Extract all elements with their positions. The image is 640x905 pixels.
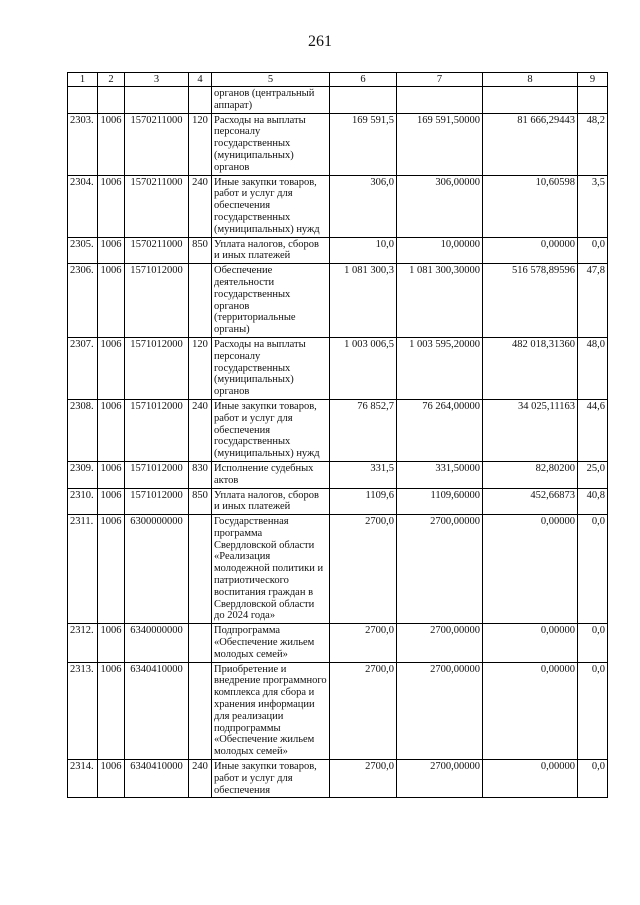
description-cell: Иные закупки товаров, работ и услуг для обеспечения	[212, 760, 330, 798]
specified-amount-cell: 1109,60000	[397, 488, 483, 515]
approved-amount-cell: 169 591,5	[330, 113, 397, 175]
expense-type-cell: 240	[189, 399, 212, 461]
expense-type-cell: 240	[189, 175, 212, 237]
description-cell: Государственная программа Свердловской области «Реализация молодежной политики и патриотического воспитания граждан в Свердловской области до 2024 года»	[212, 515, 330, 624]
expense-type-cell	[189, 264, 212, 338]
table-row	[68, 337, 608, 399]
table-row	[68, 399, 608, 461]
section-code-cell: 1006	[98, 264, 125, 338]
percent-cell: 3,5	[578, 175, 608, 237]
column-header: 2	[98, 73, 125, 87]
executed-amount-cell: 81 666,29443	[483, 113, 578, 175]
target-article-cell: 1571012000	[125, 264, 189, 338]
section-code-cell	[98, 87, 125, 114]
percent-cell: 44,6	[578, 399, 608, 461]
section-code-cell: 1006	[98, 399, 125, 461]
target-article-cell: 6340000000	[125, 624, 189, 662]
specified-amount-cell: 2700,00000	[397, 515, 483, 624]
expense-type-cell: 850	[189, 237, 212, 264]
column-header: 7	[397, 73, 483, 87]
budget-table	[67, 72, 608, 798]
section-code-cell: 1006	[98, 461, 125, 488]
table-body	[68, 73, 608, 798]
percent-cell	[578, 87, 608, 114]
expense-type-cell: 830	[189, 461, 212, 488]
target-article-cell: 1571012000	[125, 488, 189, 515]
row-number-cell: 2305.	[68, 237, 98, 264]
specified-amount-cell	[397, 87, 483, 114]
percent-cell: 48,2	[578, 113, 608, 175]
percent-cell: 47,8	[578, 264, 608, 338]
percent-cell: 0,0	[578, 237, 608, 264]
target-article-cell: 6340410000	[125, 760, 189, 798]
target-article-cell	[125, 87, 189, 114]
target-article-cell: 1571012000	[125, 399, 189, 461]
table-row	[68, 760, 608, 798]
description-cell: Иные закупки товаров, работ и услуг для обеспечения государственных (муниципальных) нужд	[212, 175, 330, 237]
section-code-cell: 1006	[98, 488, 125, 515]
section-code-cell: 1006	[98, 624, 125, 662]
table-row	[68, 662, 608, 759]
description-cell: Обеспечение деятельности государственных органов (территориальные органы)	[212, 264, 330, 338]
percent-cell: 48,0	[578, 337, 608, 399]
approved-amount-cell: 306,0	[330, 175, 397, 237]
table-row	[68, 237, 608, 264]
description-cell: Подпрограмма «Обеспечение жильем молодых семей»	[212, 624, 330, 662]
table-row	[68, 624, 608, 662]
table-row	[68, 87, 608, 114]
executed-amount-cell: 482 018,31360	[483, 337, 578, 399]
section-code-cell: 1006	[98, 760, 125, 798]
percent-cell: 25,0	[578, 461, 608, 488]
approved-amount-cell: 10,0	[330, 237, 397, 264]
description-cell: Иные закупки товаров, работ и услуг для обеспечения государственных (муниципальных) нужд	[212, 399, 330, 461]
executed-amount-cell	[483, 87, 578, 114]
executed-amount-cell: 0,00000	[483, 237, 578, 264]
executed-amount-cell: 452,66873	[483, 488, 578, 515]
target-article-cell: 1571012000	[125, 461, 189, 488]
table-row	[68, 175, 608, 237]
section-code-cell: 1006	[98, 337, 125, 399]
executed-amount-cell: 10,60598	[483, 175, 578, 237]
approved-amount-cell: 2700,0	[330, 662, 397, 759]
row-number-cell: 2306.	[68, 264, 98, 338]
expense-type-cell: 240	[189, 760, 212, 798]
percent-cell: 0,0	[578, 515, 608, 624]
column-header: 8	[483, 73, 578, 87]
section-code-cell: 1006	[98, 113, 125, 175]
column-header: 5	[212, 73, 330, 87]
approved-amount-cell: 76 852,7	[330, 399, 397, 461]
row-number-cell: 2303.	[68, 113, 98, 175]
row-number-cell: 2311.	[68, 515, 98, 624]
row-number-cell: 2307.	[68, 337, 98, 399]
specified-amount-cell: 331,50000	[397, 461, 483, 488]
row-number-cell: 2310.	[68, 488, 98, 515]
specified-amount-cell: 10,00000	[397, 237, 483, 264]
expense-type-cell	[189, 515, 212, 624]
target-article-cell: 1570211000	[125, 113, 189, 175]
target-article-cell: 1571012000	[125, 337, 189, 399]
table-row	[68, 113, 608, 175]
approved-amount-cell: 1 003 006,5	[330, 337, 397, 399]
percent-cell: 40,8	[578, 488, 608, 515]
table-row	[68, 515, 608, 624]
table-row	[68, 264, 608, 338]
row-number-cell: 2308.	[68, 399, 98, 461]
row-number-cell: 2304.	[68, 175, 98, 237]
target-article-cell: 6300000000	[125, 515, 189, 624]
expense-type-cell: 850	[189, 488, 212, 515]
specified-amount-cell: 2700,00000	[397, 662, 483, 759]
percent-cell: 0,0	[578, 760, 608, 798]
section-code-cell: 1006	[98, 175, 125, 237]
description-cell: Расходы на выплаты персоналу государственных (муниципальных) органов	[212, 337, 330, 399]
expense-type-cell	[189, 662, 212, 759]
target-article-cell: 1570211000	[125, 237, 189, 264]
target-article-cell: 6340410000	[125, 662, 189, 759]
approved-amount-cell: 2700,0	[330, 624, 397, 662]
approved-amount-cell: 331,5	[330, 461, 397, 488]
executed-amount-cell: 0,00000	[483, 624, 578, 662]
description-cell: Расходы на выплаты персоналу государственных (муниципальных) органов	[212, 113, 330, 175]
column-header: 6	[330, 73, 397, 87]
executed-amount-cell: 0,00000	[483, 760, 578, 798]
approved-amount-cell: 2700,0	[330, 515, 397, 624]
specified-amount-cell: 1 003 595,20000	[397, 337, 483, 399]
description-cell: органов (центральный аппарат)	[212, 87, 330, 114]
approved-amount-cell: 1109,6	[330, 488, 397, 515]
approved-amount-cell: 2700,0	[330, 760, 397, 798]
expense-type-cell: 120	[189, 337, 212, 399]
specified-amount-cell: 76 264,00000	[397, 399, 483, 461]
percent-cell: 0,0	[578, 662, 608, 759]
description-cell: Приобретение и внедрение программного комплекса для сбора и хранения информации для реализации подпрограммы «Обеспечение жильем молодых семей»	[212, 662, 330, 759]
description-cell: Исполнение судебных актов	[212, 461, 330, 488]
row-number-cell: 2309.	[68, 461, 98, 488]
expense-type-cell: 120	[189, 113, 212, 175]
approved-amount-cell: 1 081 300,3	[330, 264, 397, 338]
percent-cell: 0,0	[578, 624, 608, 662]
description-cell: Уплата налогов, сборов и иных платежей	[212, 237, 330, 264]
page-number: 261	[308, 33, 332, 50]
column-header: 3	[125, 73, 189, 87]
expense-type-cell	[189, 87, 212, 114]
row-number-cell: 2312.	[68, 624, 98, 662]
expense-type-cell	[189, 624, 212, 662]
table-row	[68, 461, 608, 488]
executed-amount-cell: 0,00000	[483, 662, 578, 759]
row-number-cell: 2314.	[68, 760, 98, 798]
specified-amount-cell: 2700,00000	[397, 760, 483, 798]
specified-amount-cell: 2700,00000	[397, 624, 483, 662]
target-article-cell: 1570211000	[125, 175, 189, 237]
specified-amount-cell: 1 081 300,30000	[397, 264, 483, 338]
row-number-cell	[68, 87, 98, 114]
executed-amount-cell: 0,00000	[483, 515, 578, 624]
section-code-cell: 1006	[98, 662, 125, 759]
executed-amount-cell: 82,80200	[483, 461, 578, 488]
section-code-cell: 1006	[98, 515, 125, 624]
executed-amount-cell: 516 578,89596	[483, 264, 578, 338]
approved-amount-cell	[330, 87, 397, 114]
section-code-cell: 1006	[98, 237, 125, 264]
description-cell: Уплата налогов, сборов и иных платежей	[212, 488, 330, 515]
specified-amount-cell: 306,00000	[397, 175, 483, 237]
table-header-row	[68, 73, 608, 87]
column-header: 4	[189, 73, 212, 87]
specified-amount-cell: 169 591,50000	[397, 113, 483, 175]
column-header: 1	[68, 73, 98, 87]
table-row	[68, 488, 608, 515]
row-number-cell: 2313.	[68, 662, 98, 759]
column-header: 9	[578, 73, 608, 87]
executed-amount-cell: 34 025,11163	[483, 399, 578, 461]
